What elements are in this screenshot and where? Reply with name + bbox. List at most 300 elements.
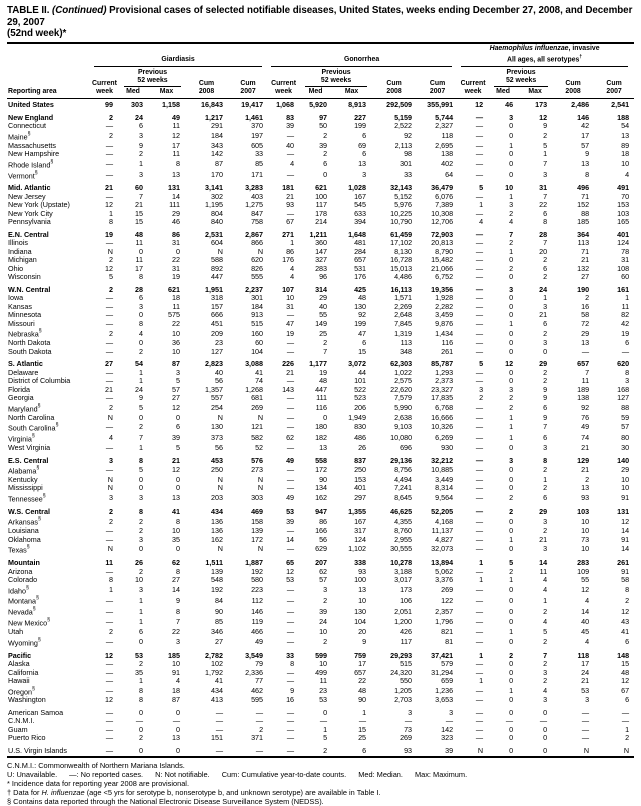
value-cell: — (105, 667, 113, 677)
value-cell: 5,920 (309, 100, 328, 110)
value-cell: 40 (286, 140, 295, 150)
value-cell: 6 (543, 493, 548, 503)
value-cell: 19 (172, 272, 180, 282)
value-cell: 12 (286, 566, 295, 576)
value-cell: 42 (581, 121, 590, 131)
value-cell: 130 (211, 422, 223, 432)
value-cell: 147 (315, 246, 328, 256)
value-cell: — (581, 724, 590, 734)
value-cell: 21 (172, 455, 180, 465)
value-cell: 10 (172, 328, 180, 338)
value-cell: 91 (621, 534, 630, 544)
value-cell: 29 (539, 359, 548, 369)
value-cell: 271 (282, 229, 295, 239)
value-cell: 0 (509, 676, 514, 686)
value-cell: 10 (621, 474, 630, 484)
value-cell: 142 (211, 149, 223, 159)
value-cell: 43 (621, 617, 630, 627)
value-cell: 3 (176, 636, 180, 646)
section-mark: § (27, 130, 31, 137)
value-cell: — (105, 606, 113, 616)
value-cell: 1 (139, 158, 143, 168)
value-cell: — (286, 745, 295, 755)
value-cell: — (105, 733, 113, 743)
value-cell: 21 (286, 367, 295, 377)
value-cell: 3,376 (435, 575, 454, 585)
value-cell: — (475, 346, 484, 356)
value-cell: 1,951 (205, 284, 223, 294)
value-cell: 130 (354, 301, 367, 311)
value-cell: 0 (509, 443, 514, 453)
value-cell: 93 (404, 745, 413, 755)
value-cell: 21 (581, 465, 590, 475)
value-cell: 2 (139, 659, 143, 669)
value-cell: 17 (358, 659, 367, 669)
col-med: Med (118, 87, 148, 99)
value-cell: — (105, 338, 113, 348)
section-mark: § (26, 544, 30, 551)
value-cell: 599 (315, 650, 328, 660)
value-cell: 14 (581, 606, 590, 616)
reporting-area-cell: Maryland§ (8, 402, 41, 414)
value-cell: 3 (139, 534, 143, 544)
value-cell: 22 (539, 200, 548, 210)
footnote-line (7, 761, 634, 770)
value-cell: 633 (354, 208, 367, 218)
value-cell: 2 (323, 636, 328, 646)
value-cell: 111 (316, 393, 328, 403)
value-cell: 3,283 (245, 183, 264, 193)
value-cell: 40 (319, 301, 328, 311)
value-cell: 28 (135, 284, 143, 294)
value-cell: 523 (354, 393, 367, 403)
value-cell: 8,913 (348, 100, 367, 110)
value-cell: 3 (543, 169, 548, 179)
value-cell: — (105, 238, 113, 248)
value-cell: 24 (135, 384, 143, 394)
value-cell: 1,068 (276, 100, 295, 110)
footnote-segment: U: Unavailable. (7, 770, 58, 780)
reporting-area-cell: North Dakota (8, 338, 51, 348)
value-cell: 54 (621, 121, 630, 131)
value-cell: 621 (168, 284, 180, 294)
value-cell: 12 (505, 359, 514, 369)
value-cell: 1 (479, 676, 484, 686)
value-cell: 162 (211, 534, 223, 544)
value-cell: 579 (441, 659, 454, 669)
value-cell: — (475, 149, 484, 159)
value-cell: 74 (581, 433, 590, 443)
value-cell: — (475, 606, 484, 616)
value-cell: — (475, 474, 484, 484)
value-cell: 223 (251, 584, 264, 594)
value-cell: 0 (509, 149, 514, 159)
value-cell: 142 (441, 724, 454, 734)
value-cell: — (505, 716, 514, 726)
value-cell: 9,876 (435, 318, 454, 328)
value-cell: — (475, 412, 484, 422)
value-cell: 338 (354, 558, 367, 568)
value-cell: N (217, 412, 223, 422)
value-cell: 2 (139, 422, 143, 432)
value-cell: 2,237 (245, 284, 264, 294)
value-cell: — (286, 483, 295, 493)
value-cell: — (105, 310, 113, 320)
value-cell: 576 (251, 455, 264, 465)
value-cell: 4,494 (394, 474, 413, 484)
value-cell: 558 (315, 455, 328, 465)
value-cell: 2 (109, 255, 113, 265)
value-cell: 71 (581, 246, 590, 256)
value-cell: N (217, 246, 223, 256)
col-max: Max (148, 87, 185, 99)
value-cell: — (105, 393, 113, 403)
value-cell: 21 (539, 534, 548, 544)
value-cell: 469 (251, 506, 264, 516)
col-previous-52-weeks: Previous 52 weeks (118, 67, 185, 87)
value-cell: 1,571 (394, 293, 413, 303)
value-cell: 24 (539, 284, 548, 294)
value-cell: 323 (441, 733, 454, 743)
value-cell: 98 (404, 149, 413, 159)
reporting-area-cell: Kentucky (8, 474, 38, 484)
value-cell: 1 (509, 140, 514, 150)
table-row (7, 122, 634, 131)
reporting-area-cell: W.N. Central (8, 284, 51, 294)
value-cell: 1 (139, 595, 143, 605)
value-cell: 49 (255, 636, 264, 646)
value-cell: 1,928 (435, 293, 454, 303)
value-cell: 127 (211, 346, 223, 356)
value-cell: 1 (509, 534, 514, 544)
table-row (7, 726, 634, 735)
value-cell: 2 (509, 403, 514, 413)
value-cell: 1 (543, 149, 548, 159)
value-cell: 11 (172, 121, 180, 131)
value-cell: 8 (139, 506, 143, 516)
value-cell: 7 (139, 191, 143, 201)
value-cell: 48 (319, 376, 328, 386)
value-cell: N (257, 412, 264, 422)
table-row (7, 484, 634, 493)
value-cell: 1 (323, 724, 328, 734)
value-cell: 32,212 (431, 455, 454, 465)
value-cell: 9 (543, 121, 548, 131)
value-cell: 3,549 (245, 650, 264, 660)
value-cell: 0 (176, 246, 180, 256)
value-cell: 93 (286, 200, 295, 210)
value-cell: 143 (282, 384, 295, 394)
value-cell: — (475, 534, 484, 544)
value-cell: 67 (286, 217, 295, 227)
value-cell: 261 (441, 346, 454, 356)
value-cell: 6 (176, 422, 180, 432)
value-cell: 1 (139, 617, 143, 627)
value-cell: 138 (577, 393, 590, 403)
value-cell: 522 (354, 384, 367, 394)
value-cell: 830 (354, 422, 367, 432)
value-cell: 27 (172, 393, 180, 403)
value-cell: 1,293 (435, 367, 454, 377)
value-cell: 116 (441, 338, 454, 348)
value-cell: 5,159 (394, 112, 413, 122)
value-cell: 12 (581, 584, 590, 594)
value-cell: 39 (172, 433, 180, 443)
value-cell: 8,645 (394, 493, 413, 503)
reporting-area-cell: New York City (8, 208, 53, 218)
value-cell: 39 (286, 516, 295, 526)
value-cell: 148 (617, 650, 630, 660)
value-cell: 3 (479, 384, 484, 394)
value-cell: 1,177 (309, 359, 328, 369)
value-cell: 93 (358, 566, 367, 576)
value-cell: 2 (543, 676, 548, 686)
value-cell: — (621, 346, 630, 356)
value-cell: — (475, 272, 484, 282)
value-cell: 7 (139, 433, 143, 443)
table-row (7, 637, 634, 648)
value-cell: — (105, 121, 113, 131)
value-cell: — (286, 338, 295, 348)
value-cell: 403 (251, 191, 264, 201)
value-cell: 3 (543, 516, 548, 526)
value-cell: 26 (135, 558, 143, 568)
value-cell: — (286, 667, 295, 677)
value-cell: — (404, 716, 413, 726)
value-cell: 36 (172, 338, 180, 348)
reporting-area-cell: Utah (8, 627, 24, 637)
value-cell: 41 (215, 676, 223, 686)
value-cell: 3 (543, 695, 548, 705)
value-cell: 2 (509, 493, 514, 503)
value-cell: 580 (251, 575, 264, 585)
value-cell: 21 (135, 200, 143, 210)
reporting-area-cell: New Mexico§ (8, 617, 51, 628)
value-cell: 4 (176, 676, 180, 686)
value-cell: 18 (172, 293, 180, 303)
value-cell: 1 (139, 367, 143, 377)
value-cell: 101 (354, 376, 367, 386)
reporting-area-cell: Wisconsin (8, 272, 41, 282)
value-cell: — (286, 346, 295, 356)
value-cell: — (105, 140, 113, 150)
value-cell: 18 (172, 685, 180, 695)
reporting-area-cell: Michigan (8, 255, 37, 265)
value-cell: — (286, 733, 295, 743)
value-cell: 184 (211, 130, 223, 140)
col-current-week: Current week (91, 67, 118, 99)
value-cell: 1,268 (245, 384, 264, 394)
value-cell: 1,200 (394, 617, 413, 627)
value-cell: 6,269 (435, 433, 454, 443)
table-row (7, 218, 634, 227)
value-cell: 161 (617, 284, 630, 294)
value-cell: 90 (319, 474, 328, 484)
reporting-area-cell: Florida (8, 384, 30, 394)
value-cell: 0 (509, 121, 514, 131)
value-cell: — (475, 310, 484, 320)
table-row (7, 328, 634, 339)
value-cell: 13 (581, 483, 590, 493)
value-cell: 24 (135, 112, 143, 122)
value-cell: 65 (286, 558, 295, 568)
value-cell: 60 (621, 272, 630, 282)
value-cell: N (107, 544, 113, 554)
value-cell: 804 (211, 208, 223, 218)
value-cell: 14 (172, 584, 180, 594)
reporting-area-cell: S. Atlantic (8, 359, 43, 369)
value-cell: 39 (286, 121, 295, 131)
value-cell: 12 (621, 676, 630, 686)
col-previous-52-weeks: Previous 52 weeks (488, 67, 552, 87)
value-cell: — (475, 667, 484, 677)
value-cell: 269 (400, 733, 413, 743)
table-row (7, 444, 634, 453)
value-cell: 2,638 (394, 412, 413, 422)
value-cell: 548 (211, 575, 223, 585)
value-cell: 4,168 (435, 516, 454, 526)
footnote-segment: N: Not notifiable. (155, 770, 210, 780)
value-cell: 2,282 (435, 301, 454, 311)
value-cell: N (107, 483, 113, 493)
value-cell: 40 (215, 367, 223, 377)
reporting-area-cell: Minnesota (8, 310, 42, 320)
value-cell: 1 (109, 584, 113, 594)
column-group-giardiasis (91, 44, 268, 67)
reporting-area-cell: E.S. Central (8, 455, 49, 465)
value-cell: 10 (621, 158, 630, 168)
value-cell: 109 (577, 566, 590, 576)
value-cell: 5 (479, 359, 484, 369)
section-mark: § (47, 617, 51, 624)
value-cell: — (475, 627, 484, 637)
value-cell: — (105, 716, 113, 726)
value-cell: — (105, 346, 113, 356)
value-cell: 659 (441, 676, 454, 686)
value-cell: 947 (315, 506, 328, 516)
value-cell: — (475, 112, 484, 122)
section-mark: § (42, 492, 46, 499)
reporting-area-cell: Hawaii (8, 676, 30, 686)
footnote-segment: Med: Median. (358, 770, 403, 780)
value-cell: 78 (621, 246, 630, 256)
value-cell: 1,205 (394, 685, 413, 695)
reporting-area-cell: West Virginia (8, 443, 51, 453)
value-cell: — (475, 208, 484, 218)
value-cell: — (475, 158, 484, 168)
value-cell: 2 (543, 636, 548, 646)
value-cell: 25 (358, 733, 367, 743)
value-cell: — (172, 716, 180, 726)
section-mark: § (35, 595, 39, 602)
value-cell: 185 (577, 217, 590, 227)
value-cell: 140 (617, 455, 630, 465)
value-cell: 0 (509, 595, 514, 605)
value-cell: 0 (139, 483, 143, 493)
value-cell: 29,293 (390, 650, 413, 660)
value-cell: 7,241 (394, 483, 413, 493)
value-cell: 8 (543, 217, 548, 227)
value-cell: 41 (255, 367, 264, 377)
value-cell: 184 (251, 301, 264, 311)
value-cell: 2 (543, 328, 548, 338)
value-cell: 3 (509, 200, 514, 210)
value-cell: 182 (315, 433, 328, 443)
value-cell: 12 (105, 263, 113, 273)
value-cell: 199 (354, 318, 367, 328)
value-cell: 100 (354, 575, 367, 585)
value-cell: 6 (362, 149, 367, 159)
value-cell: 30 (621, 443, 630, 453)
value-cell: 5,062 (435, 566, 454, 576)
value-cell: 81 (445, 636, 454, 646)
value-cell: 19 (319, 367, 328, 377)
value-cell: 1 (362, 707, 367, 717)
value-cell: — (286, 465, 295, 475)
value-cell: — (215, 724, 223, 734)
value-cell: 35 (172, 534, 180, 544)
value-cell: N (107, 412, 113, 422)
value-cell: — (105, 676, 113, 686)
value-cell: 451 (211, 318, 223, 328)
value-cell: — (105, 293, 113, 303)
value-cell: — (105, 617, 113, 627)
value-cell: 6 (543, 318, 548, 328)
table-row (7, 595, 634, 606)
reporting-area-cell: Puerto Rico (8, 733, 46, 743)
value-cell: 117 (315, 200, 328, 210)
value-cell: 91 (621, 566, 630, 576)
value-cell: 3,449 (435, 474, 454, 484)
value-cell: 113 (577, 238, 590, 248)
value-cell: 2 (625, 733, 630, 743)
value-cell: 7 (543, 650, 548, 660)
value-cell: 10 (581, 544, 590, 554)
value-cell: 8,314 (435, 483, 454, 493)
value-cell: 2,867 (245, 229, 264, 239)
value-cell: 23 (319, 685, 328, 695)
value-cell: 6 (139, 121, 143, 131)
value-cell: — (286, 130, 295, 140)
value-cell: N (583, 745, 590, 755)
value-cell: 104 (354, 617, 367, 627)
footnote-segment: (age <5 yrs for serotype b, nonserotype b, and unknown serotype) are available in Table I. (84, 788, 381, 798)
value-cell: N (107, 474, 113, 484)
value-cell: 0 (139, 724, 143, 734)
value-cell: 10 (172, 526, 180, 536)
value-cell: 162 (315, 493, 328, 503)
value-cell: 49 (172, 112, 180, 122)
value-cell: 199 (354, 121, 367, 131)
value-cell: N (477, 745, 484, 755)
value-cell: 3,459 (435, 310, 454, 320)
value-cell: 16 (581, 301, 590, 311)
value-cell: 0 (509, 483, 514, 493)
value-cell: 6 (625, 338, 630, 348)
table-row (7, 585, 634, 596)
value-cell: 2 (139, 149, 143, 159)
reporting-area-cell: Connecticut (8, 121, 46, 131)
value-cell: 0 (509, 659, 514, 669)
value-cell: 7 (585, 367, 590, 377)
value-cell: 62,303 (390, 359, 413, 369)
value-cell: 343 (211, 140, 223, 150)
value-cell: 46 (172, 217, 180, 227)
value-cell: 317 (354, 526, 367, 536)
value-cell: 1 (509, 412, 514, 422)
value-cell: 127 (617, 393, 630, 403)
value-cell: — (475, 328, 484, 338)
